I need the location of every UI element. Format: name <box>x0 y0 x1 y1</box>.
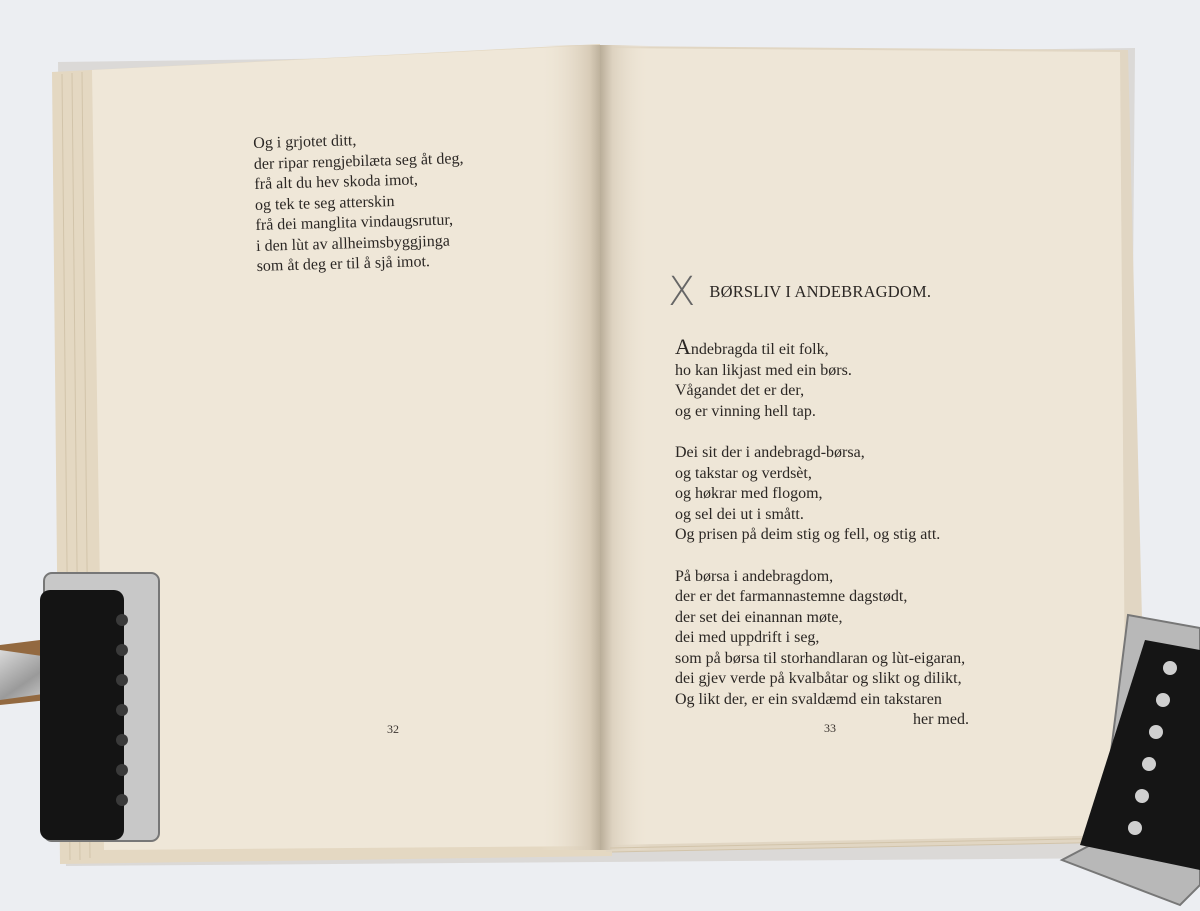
page-number-left: 32 <box>387 722 399 736</box>
left-line: i den lùt av allheimsbyggjinga <box>255 232 451 255</box>
gutter-right-shade <box>600 45 650 850</box>
right-line: dei med uppdrift i seg, <box>675 629 820 646</box>
right-line: og takstar og verdsèt, <box>675 464 812 482</box>
right-line: og sel dei ut i smått. <box>675 505 804 523</box>
left-line: frå dei manglita vindaugsrutur, <box>255 211 454 234</box>
left-line: Og i grjotet ditt, <box>253 132 357 152</box>
left-line: frå alt du hev skoda imot, <box>254 171 419 193</box>
right-line: Dei sit der i andebragd-børsa, <box>675 444 865 461</box>
right-line: og høkrar med flogom, <box>675 485 823 502</box>
right-line: På børsa i andebragdom, <box>675 567 834 585</box>
stanza-3 <box>675 567 969 731</box>
left-line: der ripar rengjebilæta seg åt deg, <box>253 149 464 173</box>
pencil-mark-icon: X <box>668 269 696 315</box>
binder-clip-left <box>0 573 159 841</box>
left-line: og tek te seg atterskin <box>254 192 395 214</box>
right-line: der set dei einannan møte, <box>675 608 843 626</box>
stanza-1 <box>675 334 969 422</box>
right-line: som på børsa til storhandlaran og lùt-eigaran, <box>675 649 966 667</box>
right-line: og er vinning hell tap. <box>675 402 816 420</box>
left-page-poem <box>253 128 467 277</box>
poem-title: BØRSLIV I ANDEBRAGDOM. <box>709 282 932 301</box>
right-line: Og prisen på deim stig og fell, og stig att. <box>675 526 941 543</box>
continuation-line: her med. <box>913 711 969 728</box>
right-page-poem <box>675 334 969 752</box>
left-line: som åt deg er til å sjå imot. <box>256 253 431 275</box>
right-line: ho kan likjast med ein børs. <box>675 361 852 379</box>
right-line: Og likt der, er ein svaldæmd ein takstaren <box>675 690 942 708</box>
gutter-left-shade <box>540 45 602 850</box>
right-line: Vågandet det er der, <box>675 382 805 399</box>
poem-title-row <box>668 269 932 315</box>
page-number-right: 33 <box>824 721 836 735</box>
right-line: dei gjev verde på kvalbåtar og slikt og dilikt, <box>675 670 962 687</box>
stanza-2 <box>675 443 969 546</box>
drop-cap: A <box>675 334 691 359</box>
right-line <box>675 334 969 361</box>
first-line-rest: ndebragda til eit folk, <box>690 341 829 358</box>
right-line: der er det farmannastemne dagstødt, <box>675 588 908 605</box>
